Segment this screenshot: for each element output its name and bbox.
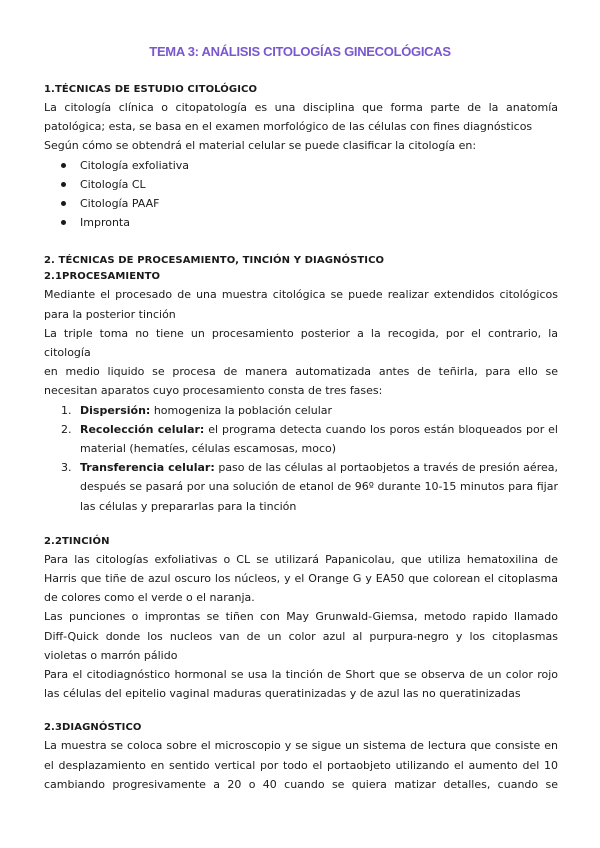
cytology-types-list bbox=[44, 156, 558, 233]
step-number: 3. bbox=[61, 461, 72, 475]
step-text: material (hematíes, células escamosas, moco) bbox=[80, 441, 337, 455]
s22-para-line: Las punciones o improntas se tiñen con May Grunwald-Giemsa, metodo rapido llamado bbox=[44, 610, 558, 624]
list-item-label: Citología exfoliativa bbox=[80, 158, 190, 172]
s23-para-line: La muestra se coloca sobre el microscopio y se sigue un sistema de lectura que consiste en bbox=[44, 739, 558, 753]
s1-para-line: patológica; esta, se basa en el examen morfológico de las células con fines diagnósticos bbox=[44, 120, 533, 134]
list-item-label: Impronta bbox=[80, 216, 130, 230]
s22-para-line: violetas o marrón pálido bbox=[44, 648, 178, 662]
bullet-icon bbox=[61, 201, 66, 206]
s2-para-line: para la posterior tinción bbox=[44, 307, 176, 321]
list-item bbox=[44, 175, 558, 194]
bullet-icon bbox=[61, 182, 66, 187]
list-item-label: Citología CL bbox=[80, 177, 146, 191]
s2-para-line: en medio liquido se procesa de manera automatizada antes de teñirla, para ello se bbox=[44, 365, 558, 379]
s22-para-line: Para las citologías exfoliativas o CL se utilizará Papanicolau, que utiliza hematoxilina de bbox=[44, 552, 558, 566]
step-number: 2. bbox=[61, 422, 72, 436]
list-item bbox=[44, 194, 558, 213]
s23-para-line: cambiando progresivamente a 20 o 40 cuando se quiera matizar detalles, cuando se bbox=[44, 777, 558, 791]
document-body bbox=[44, 82, 558, 794]
step-text: homogeniza la población celular bbox=[150, 403, 333, 417]
section-2-heading: 2. TÉCNICAS DE PROCESAMIENTO, TINCIÓN Y DIAGNÓSTICO bbox=[44, 255, 385, 267]
section-1-heading: 1.TÉCNICAS DE ESTUDIO CITOLÓGICO bbox=[44, 84, 258, 95]
bullet-icon bbox=[61, 220, 66, 225]
step-text: el programa detecta cuando los poros están bloqueados por el bbox=[204, 422, 558, 436]
s22-para-line: Diff-Quick donde los nucleos van de un color azul al purpura-negro y los citoplasmas bbox=[44, 629, 558, 643]
step-term: Dispersión: bbox=[80, 403, 151, 417]
list-item bbox=[44, 401, 558, 420]
s22-para-line: las células del epitelio vaginal maduras queratinizadas y de azul las no queratinizadas bbox=[44, 687, 521, 701]
list-item bbox=[44, 213, 558, 232]
processing-steps-list bbox=[44, 401, 558, 516]
list-item bbox=[44, 458, 558, 516]
step-text: paso de las células al portaobjetos a través de presión aérea, bbox=[214, 461, 558, 475]
s22-para-line: Harris que tiñe de azul oscuro los núcleos, y el Orange G y EA50 que colorean el citoplasma bbox=[44, 572, 558, 585]
s23-para-line: el desplazamiento en sentido vertical por todo el portaobjeto utilizando el aumento del 10 bbox=[44, 758, 558, 772]
s22-para-line: de colores como el verde o el naranja. bbox=[44, 591, 255, 605]
list-item-label: Citología PAAF bbox=[80, 196, 160, 210]
s2-para-line: necesitan aparatos cuyo procesamiento consta de tres fases: bbox=[44, 384, 383, 398]
s22-para-line: Para el citodiagnóstico hormonal se usa la tinción de Short que se observa de un color rojo bbox=[44, 668, 558, 682]
s1-para-line: Según cómo se obtendrá el material celular se puede clasificar la citología en: bbox=[44, 139, 477, 153]
subsection-2-1-heading: 2.1PROCESAMIENTO bbox=[44, 271, 161, 283]
step-text: las células y prepararlas para la tinción bbox=[80, 499, 297, 513]
step-text: después se pasará por una solución de etanol de 96º durante 10-15 minutos para fijar bbox=[80, 480, 558, 494]
list-item bbox=[44, 420, 558, 458]
s1-para-line: La citología clínica o citopatología es una disciplina que forma parte de la anatomía bbox=[44, 101, 558, 114]
bullet-icon bbox=[61, 163, 66, 168]
step-number: 1. bbox=[61, 403, 72, 417]
s2-para-line: La triple toma no tiene un procesamiento posterior a la recogida, por el contrario, la citología bbox=[44, 326, 558, 359]
list-item bbox=[44, 156, 558, 175]
subsection-2-3-heading: 2.3DIAGNÓSTICO bbox=[44, 722, 142, 734]
s2-para-line: Mediante el procesado de una muestra citológica se puede realizar extendidos citológicos bbox=[44, 288, 558, 302]
page-title: TEMA 3: ANÁLISIS CITOLOGÍAS GINECOLÓGICAS bbox=[149, 44, 451, 59]
subsection-2-2-heading: 2.2TINCIÓN bbox=[44, 535, 110, 547]
step-term: Transferencia celular: bbox=[80, 461, 215, 475]
step-term: Recolección celular: bbox=[80, 422, 205, 436]
